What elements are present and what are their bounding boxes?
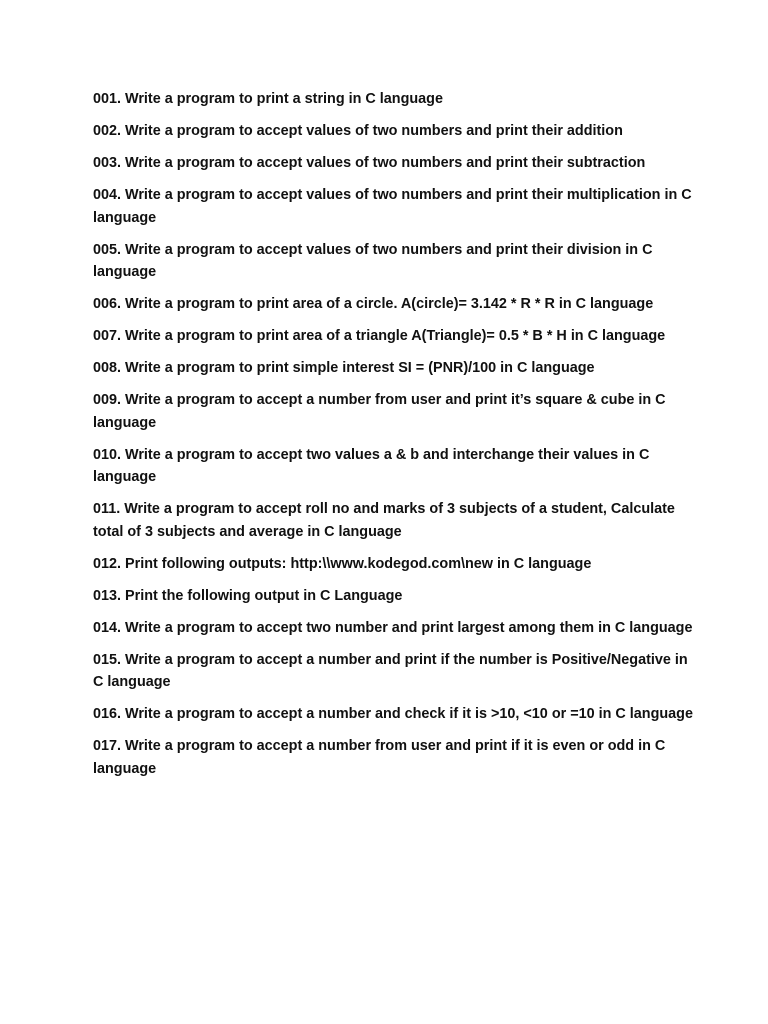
exercise-item-014: 014. Write a program to accept two number and print largest among them in C language: [93, 619, 693, 636]
exercise-item-009: 009. Write a program to accept a number from user and print it’s square & cube in C language: [93, 392, 666, 431]
exercise-item-005: 005. Write a program to accept values of two numbers and print their division in C language: [93, 241, 653, 280]
exercise-item-012: 012. Print following outputs: http:\\www.kodegod.com\new in C language: [93, 555, 592, 572]
exercise-item-007: 007. Write a program to print area of a triangle A(Triangle)= 0.5 * B * H in C language: [93, 328, 666, 344]
exercise-item-015: 015. Write a program to accept a number and print if the number is Positive/Negative in C language: [93, 651, 688, 690]
exercise-item-010: 010. Write a program to accept two values a & b and interchange their values in C language: [93, 446, 650, 485]
exercise-item-008: 008. Write a program to print simple interest SI = (PNR)/100 in C language: [93, 360, 595, 376]
exercise-item-016: 016. Write a program to accept a number and check if it is >10, <10 or =10 in C language: [93, 706, 693, 722]
exercise-item-002: 002. Write a program to accept values of two numbers and print their addition: [93, 123, 623, 139]
exercise-item-011: 011. Write a program to accept roll no and marks of 3 subjects of a student, Calculate total of 3 subjects and average in C language: [93, 501, 675, 540]
exercise-item-003: 003. Write a program to accept values of two numbers and print their subtraction: [93, 155, 646, 171]
exercise-item-006: 006. Write a program to print area of a circle. A(circle)= 3.142 * R * R in C language: [93, 296, 654, 312]
exercise-item-013: 013. Print the following output in C Language: [93, 587, 403, 604]
exercise-item-017: 017. Write a program to accept a number from user and print if it is even or odd in C language: [93, 738, 666, 777]
exercise-item-004: 004. Write a program to accept values of two numbers and print their multiplication in C language: [93, 187, 692, 226]
exercise-item-001: 001. Write a program to print a string in C language: [93, 91, 443, 107]
exercise-list: [93, 88, 693, 790]
